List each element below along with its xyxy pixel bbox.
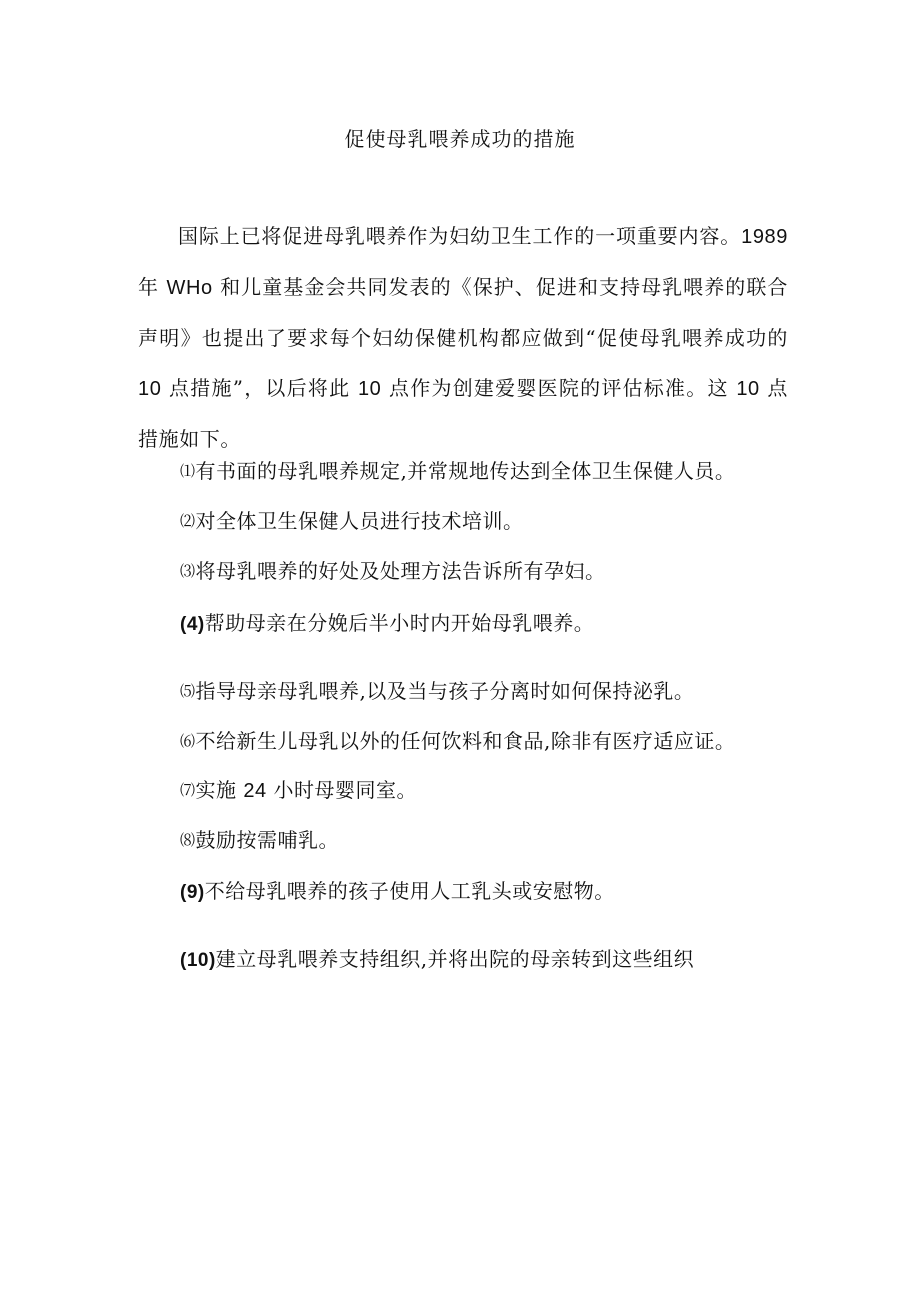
intro-year: 1989 <box>741 226 788 248</box>
item-number: ⑺ <box>180 781 196 799</box>
measure-item-5 <box>180 676 800 706</box>
item-number: (10) <box>180 950 216 971</box>
measure-item-8 <box>180 825 800 855</box>
item-number: ⑻ <box>180 831 196 849</box>
intro-text-4: 点措施”，以后将此 <box>169 376 351 400</box>
item-number: ⑹ <box>180 732 196 750</box>
intro-text-2: 年 <box>138 275 160 299</box>
measure-item-10 <box>180 944 800 976</box>
intro-org: WHo <box>166 277 213 299</box>
item-text: 鼓励按需哺乳。 <box>195 828 340 852</box>
intro-text-6: 点措施如下。 <box>138 376 788 451</box>
item-number: ⑴ <box>180 462 196 480</box>
measure-item-9 <box>180 876 800 908</box>
item-text: 不给新生儿母乳以外的任何饮料和食品,除非有医疗适应证。 <box>195 729 736 753</box>
measure-item-2 <box>180 506 800 536</box>
intro-text-1: 国际上已将促进母乳喂养作为妇幼卫生工作的一项重要内容。 <box>178 224 742 248</box>
item-hours: 24 <box>243 780 267 802</box>
item-number: (9) <box>180 882 205 903</box>
item-number: (4) <box>180 614 205 635</box>
measure-item-7 <box>180 775 800 806</box>
measure-item-4 <box>180 608 800 640</box>
measure-item-3 <box>180 556 800 586</box>
measure-item-6 <box>180 726 800 756</box>
intro-paragraph <box>138 211 788 464</box>
intro-num-3: 10 <box>736 378 760 400</box>
item-number: ⑶ <box>180 562 196 580</box>
item-number: ⑵ <box>180 512 196 530</box>
intro-num-1: 10 <box>138 378 162 400</box>
measure-item-1 <box>180 456 800 486</box>
intro-text-3: 和儿童基金会共同发表的《保护、促进和支持母乳喂养的联合声明》也提出了要求每个妇幼保健机构都应做到“促使母乳喂养成功的 <box>138 275 788 350</box>
item-text: 不给母乳喂养的孩子使用人工乳头或安慰物。 <box>204 879 615 903</box>
item-text-a: 实施 <box>195 778 237 802</box>
item-text: 有书面的母乳喂养规定,并常规地传达到全体卫生保健人员。 <box>195 459 736 483</box>
item-text: 指导母亲母乳喂养,以及当与孩子分离时如何保持泌乳。 <box>195 679 695 703</box>
item-text: 对全体卫生保健人员进行技术培训。 <box>195 509 524 533</box>
item-text: 帮助母亲在分娩后半小时内开始母乳喂养。 <box>204 611 595 635</box>
document-title: 促使母乳喂养成功的措施 <box>344 127 576 151</box>
intro-num-2: 10 <box>357 378 382 400</box>
item-number: ⑸ <box>180 682 196 700</box>
item-text-b: 小时母婴同室。 <box>273 778 417 802</box>
item-text: 将母乳喂养的好处及处理方法告诉所有孕妇。 <box>195 559 606 583</box>
intro-text-5: 点作为创建爱婴医院的评估标准。这 <box>389 376 729 400</box>
item-text: 建立母乳喂养支持组织,并将出院的母亲转到这些组织 <box>215 947 695 971</box>
